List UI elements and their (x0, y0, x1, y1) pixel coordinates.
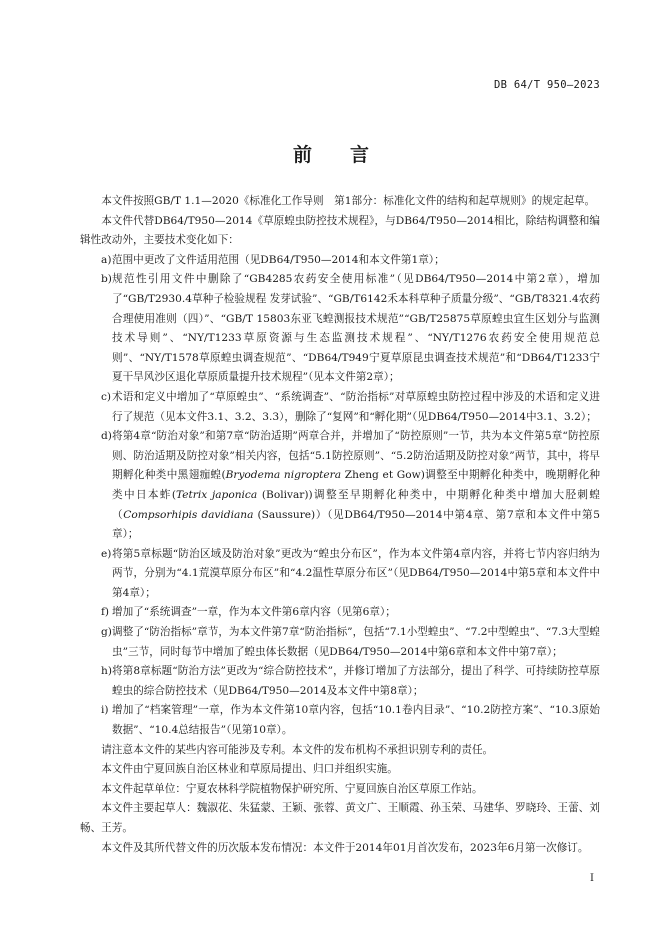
page-title: 前言 (292, 144, 407, 166)
foreword-body (80, 192, 600, 858)
species-name: Bryodema nigroptera (225, 469, 342, 482)
closing-paragraph: 请注意本文件的某些内容可能涉及专利。本文件的发布机构不承担识别专利的责任。 (101, 743, 494, 756)
list-item: i) 增加了“档案管理”一章，作为本文件第10章内容，包括“10.1卷内目录”、“10.2防控方案”、“10.3原始数据”、“10.4总结报告”（见第10章）。 (101, 704, 600, 737)
list-item: d) 将第4章“防治对象”和第7章“防治适期”两章合并，并增加了“防控原则”一节，共为本文件第5章“防控原则、防治适期及防控对象”相关内容，包括“5.1防控原则”、“5.2防治适期及防控对象”两节，其中，将早期孵化种类中黑翅痂蝗(Bryodema nigroptera Zheng et Gow)调整至中期孵化种类中，晚期孵化种类中日本蚱(Tetrix japonica (Bolivar))调整至早期孵化种类中，中期孵化种类中增加大胫刺蝗（Compsorhipis davidiana (Saussure)）（见DB64/T950—2014中第4章、第7章和本文件中第5章）； (101, 430, 601, 541)
closing-paragraph: 本文件及其所代替文件的历次版本发布情况：本文件于2014年01月首次发布，2023年6月第一次修订。 (101, 841, 589, 854)
intro-paragraph: 本文件代替DB64/T950—2014《草原蝗虫防控技术规程》，与DB64/T950—2014相比，除结构调整和编辑性改动外，主要技术变化如下： (80, 214, 600, 247)
list-item: h) 将第8章标题“防治方法”更改为“综合防控技术”，并修订增加了方法部分，提出了科学、可持续防控草原蝗虫的综合防控技术（见DB64/T950—2014及本文件中第8章）； (101, 665, 600, 697)
list-item: f) 增加了“系统调查”一章，作为本文件第6章内容（见第6章）； (101, 606, 396, 619)
page-number: I (590, 873, 594, 884)
species-name: Compsorhipis davidiana (123, 508, 254, 521)
list-item: e) 将第5章标题“防治区域及防治对象”更改为“蝗虫分布区”，作为本文件第4章内容，并将七节内容归纳为两节，分别为“4.1荒漠草原分布区”和“4.2温性草原分布区”（见DB64/T950—2014中第5章和本文件中第4章）； (101, 547, 600, 599)
list-item: c) 术语和定义中增加了“草原蝗虫”、“系统调查”、“防治指标”对草原蝗虫防控过程中涉及的术语和定义进行了规范（见本文件3.1、3.2、3.3），删除了“复网”和“孵化期”（见DB64/T950—2014中3.1、3.2）； (101, 390, 600, 423)
species-name: Tetrix japonica (176, 488, 258, 501)
document-id: DB 64/T 950—2023 (494, 79, 600, 91)
list-item: g) 调整了“防治指标”章节，为本文件第7章“防治指标”，包括“7.1小型蝗虫”、“7.2中型蝗虫”、“7.3大型蝗虫”三节，同时每节中增加了蝗虫体长数据（见DB64/T950—2014中第6章和本文件中第7章）； (101, 626, 600, 658)
closing-paragraph: 本文件由宁夏回族自治区林业和草原局提出、归口并组织实施。 (101, 763, 398, 776)
closing-paragraph: 本文件主要起草人：魏淑花、朱猛蒙、王颖、张蓉、黄文广、王顺霞、孙玉荣、马建华、罗晓玲、王蕾、刘畅、王芳。 (80, 802, 600, 834)
intro-paragraph: 本文件按照GB/T 1.1—2020《标准化工作导则 第1部分：标准化文件的结构和起草规则》的规定起草。 (101, 195, 596, 207)
closing-paragraph: 本文件起草单位：宁夏农林科学院植物保护研究所、宁夏回族自治区草原工作站。 (101, 782, 483, 795)
list-item: a) 范围中更改了文件适用范围（见DB64/T950—2014和本文件第1章）； (101, 253, 445, 266)
list-item: b) 规范性引用文件中删除了“GB4285农药安全使用标准”（见DB64/T950—2014中第2章），增加了“GB/T2930.4草种子检验规程 发芽试验”、“GB/T6142禾本科草种子质量分级”、“GB/T8321.4农药合理使用准则（四）”、“GB/T 15803东亚飞蝗测报技术规范”“GB/T25875草原蝗虫宜生区划分与监测技术导则”、“NY/T1233草原资源与生态监测技术规程”、“NY/T1276农药安全使用规范总则”、“NY/T1578草原蝗虫调查规范”、“DB64/T949宁夏草原昆虫调查技术规范”和“DB64/T1233宁夏干旱风沙区退化草原质量提升技术规程”（见本文件第2章）； (101, 273, 600, 384)
